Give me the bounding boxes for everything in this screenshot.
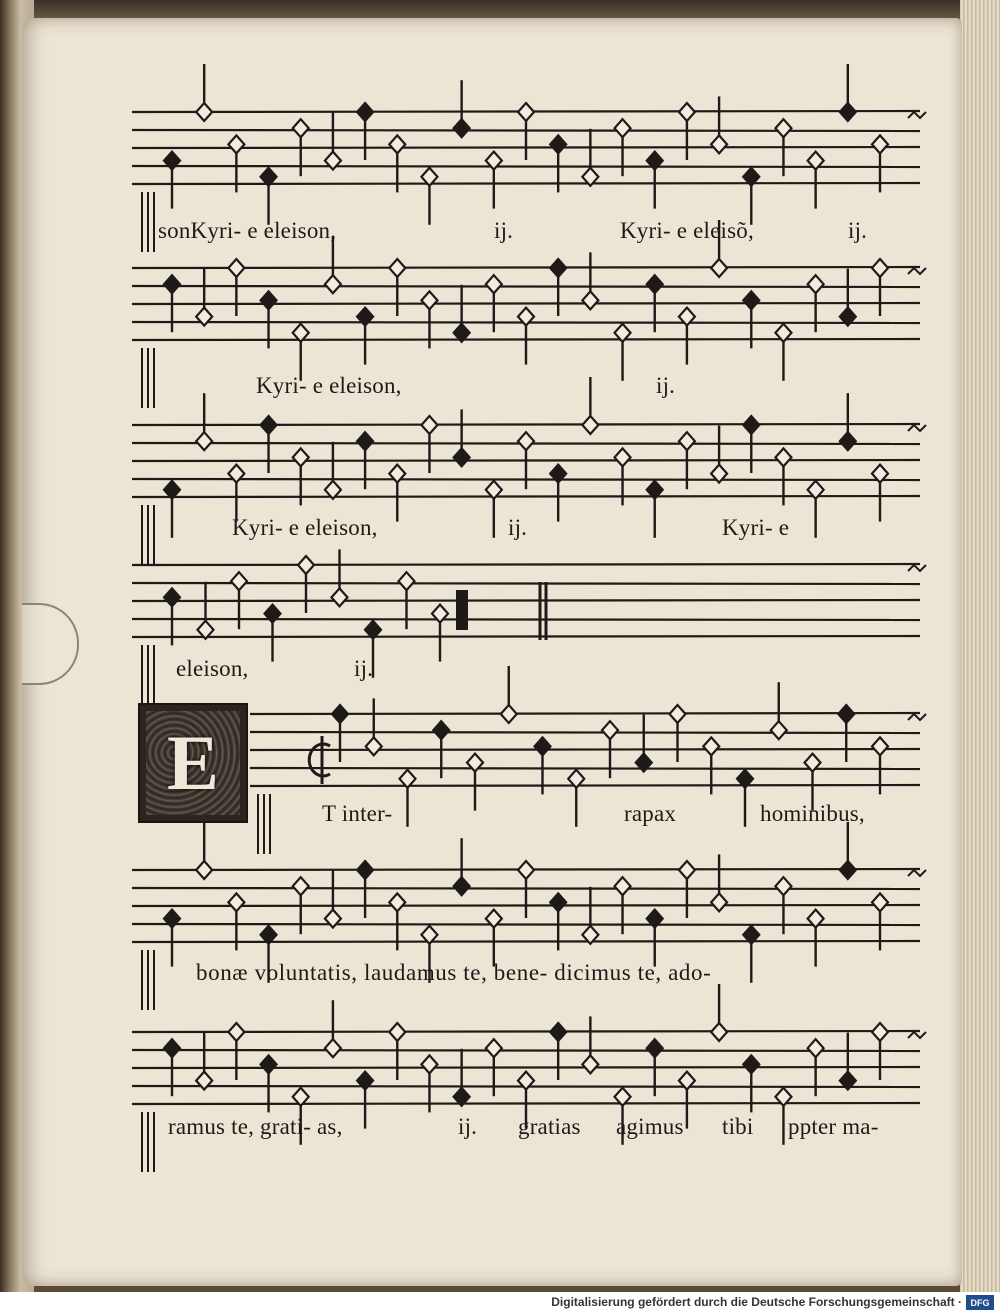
lyric-line-1-seg-1: sonKyri- e eleison, — [158, 218, 337, 243]
staff-line — [250, 713, 920, 714]
note-head — [838, 705, 854, 723]
staff-line — [250, 749, 920, 750]
final-bar — [456, 590, 468, 630]
note-head — [357, 432, 373, 450]
note-head — [261, 291, 277, 309]
note-head — [872, 135, 888, 153]
note-head — [703, 737, 719, 755]
lyric-line-7-seg-2: ij. — [458, 1114, 478, 1139]
note-head — [743, 291, 759, 309]
note-head — [228, 259, 244, 277]
lyric-line-7-seg-5: tibi — [722, 1114, 754, 1139]
note-head — [582, 1055, 598, 1073]
note-head — [389, 135, 405, 153]
staff-line — [250, 785, 920, 786]
staff-line — [132, 636, 920, 637]
note-head — [711, 259, 727, 277]
note-head — [872, 259, 888, 277]
staff-line — [132, 583, 920, 584]
note-head — [421, 1055, 437, 1073]
custos-mark — [908, 268, 926, 274]
lyric-line-7-seg-3: gratias — [518, 1114, 581, 1139]
note-head — [550, 893, 566, 911]
staff-line — [132, 496, 920, 497]
note-head — [196, 861, 212, 879]
note-head — [389, 1023, 405, 1041]
lyric-line-1-seg-3: Kyri- e eleisõ, — [620, 218, 754, 243]
note-head — [775, 448, 791, 466]
staff-line — [132, 1050, 920, 1051]
note-head — [518, 103, 534, 121]
footer-credit: Digitalisierung gefördert durch die Deutsche Forschungsgemeinschaft · — [551, 1295, 962, 1309]
note-head — [535, 737, 551, 755]
lyric-line-7-seg-1: ramus te, grati- as, — [168, 1114, 343, 1139]
decorated-initial — [138, 703, 248, 823]
note-head — [518, 861, 534, 879]
lyric-line-3-seg-1: Kyri- e eleison, — [232, 515, 378, 540]
note-head — [550, 259, 566, 277]
note-head — [679, 432, 695, 450]
note-head — [228, 135, 244, 153]
lyric-line-2-seg-1: Kyri- e eleison, — [256, 373, 402, 398]
note-head — [399, 572, 415, 590]
note-head — [775, 119, 791, 137]
note-head — [647, 1039, 663, 1057]
dfg-logo-icon: DFG — [966, 1295, 994, 1310]
custos-mark — [908, 565, 926, 571]
staff-line — [132, 286, 920, 287]
note-head — [670, 705, 686, 723]
note-head — [366, 737, 382, 755]
note-head — [840, 103, 856, 121]
lyric-line-5-seg-1: T inter- — [322, 801, 393, 826]
note-head — [775, 877, 791, 895]
note-head — [808, 1039, 824, 1057]
lyric-line-6: bonæ voluntatis, laudamus te, bene- dicimus te, ado- — [196, 960, 712, 985]
note-head — [711, 135, 727, 153]
note-head — [679, 103, 695, 121]
note-head — [261, 1055, 277, 1073]
note-head — [743, 416, 759, 434]
lyric-line-4-seg-1: eleison, — [176, 656, 249, 681]
note-head — [293, 119, 309, 137]
note-head — [711, 893, 727, 911]
note-head — [421, 416, 437, 434]
note-head — [298, 556, 314, 574]
staff-line — [132, 1067, 920, 1068]
note-head — [679, 861, 695, 879]
note-head — [808, 275, 824, 293]
staff-line — [132, 303, 920, 304]
staff-line — [132, 619, 920, 620]
note-head — [196, 432, 212, 450]
note-head — [261, 416, 277, 434]
note-head — [872, 737, 888, 755]
staff-line — [132, 600, 920, 601]
custos-mark — [908, 425, 926, 431]
note-head — [550, 1023, 566, 1041]
note-head — [196, 103, 212, 121]
note-head — [164, 275, 180, 293]
custos-mark — [908, 1032, 926, 1038]
note-head — [357, 861, 373, 879]
note-head — [293, 448, 309, 466]
lyric-line-5-seg-2: rapax — [624, 801, 677, 826]
custos-mark — [908, 714, 926, 720]
note-head — [872, 1023, 888, 1041]
note-head — [615, 119, 631, 137]
note-head — [228, 893, 244, 911]
note-head — [325, 275, 341, 293]
note-head — [421, 291, 437, 309]
note-head — [501, 705, 517, 723]
note-head — [231, 572, 247, 590]
lyric-line-3-seg-2: ij. — [508, 515, 528, 540]
staff-line — [132, 564, 920, 565]
staff-line — [132, 267, 920, 268]
note-head — [293, 877, 309, 895]
note-head — [164, 1039, 180, 1057]
note-head — [518, 432, 534, 450]
staff-line — [250, 732, 920, 733]
staff-line — [132, 166, 920, 167]
lyric-line-4-seg-2: ij. — [354, 656, 374, 681]
note-head — [647, 275, 663, 293]
note-head — [615, 877, 631, 895]
note-head — [771, 721, 787, 739]
note-head — [602, 721, 618, 739]
staff-line — [250, 768, 920, 769]
lyric-line-2-seg-2: ij. — [656, 373, 676, 398]
note-head — [582, 291, 598, 309]
note-head — [228, 1023, 244, 1041]
lyric-line-5-seg-3: hominibus, — [760, 801, 865, 826]
note-head — [840, 432, 856, 450]
note-head — [164, 588, 180, 606]
lyric-line-1-seg-2: ij. — [494, 218, 514, 243]
note-head — [332, 705, 348, 723]
staff-line — [132, 1031, 920, 1032]
lyric-line-3-seg-3: Kyri- e — [722, 515, 790, 540]
note-head — [454, 877, 470, 895]
lyric-line-7-seg-4: agimus — [616, 1114, 684, 1139]
note-head — [582, 416, 598, 434]
note-head — [332, 588, 348, 606]
note-head — [454, 448, 470, 466]
staff-line — [132, 941, 920, 942]
initial-ornament — [146, 711, 240, 815]
custos-mark — [908, 870, 926, 876]
note-head — [550, 135, 566, 153]
note-head — [711, 1023, 727, 1041]
lyric-line-7-seg-6: ppter ma- — [788, 1114, 879, 1139]
staff-line — [132, 183, 920, 184]
note-head — [433, 721, 449, 739]
note-head — [325, 1039, 341, 1057]
initial-letter: E — [166, 719, 220, 806]
note-head — [840, 861, 856, 879]
note-head — [389, 893, 405, 911]
note-head — [743, 1055, 759, 1073]
footer-bar — [0, 1292, 1000, 1314]
staff-line — [132, 424, 920, 425]
lyric-line-1-seg-4: ij. — [848, 218, 868, 243]
custos-mark — [908, 112, 926, 118]
staff-line — [132, 924, 920, 925]
note-head — [357, 103, 373, 121]
note-head — [454, 119, 470, 137]
note-head — [389, 259, 405, 277]
note-head — [486, 275, 502, 293]
note-head — [872, 893, 888, 911]
note-head — [615, 448, 631, 466]
note-head — [486, 1039, 502, 1057]
